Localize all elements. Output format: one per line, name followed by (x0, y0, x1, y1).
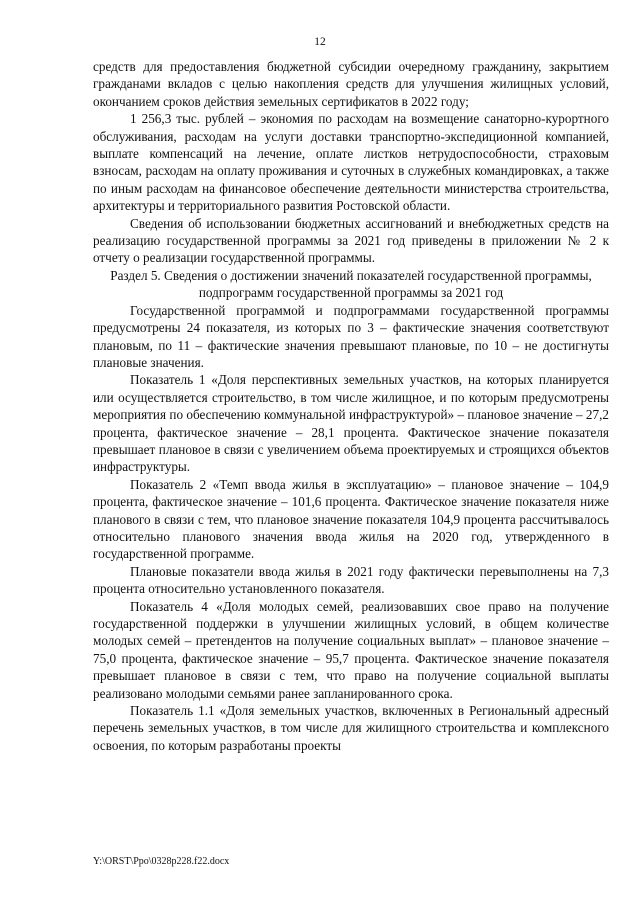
paragraph-continuation: средств для предоставления бюджетной субсидии очередному гражданину, закрытием гражданами вкладов с целью накопления средств для улучшения жилищных условий, окончанием сроков действия земельных сертификатов в 2022 году; (93, 59, 609, 109)
section-heading: Раздел 5. Сведения о достижении значений показателей государственной программы, подпрограмм государственной программы за 2021 год (110, 267, 592, 301)
paragraph-housing-plan: Плановые показатели ввода жилья в 2021 году фактически перевыполнены на 7,3 процента относительно установленного показателя. (93, 563, 609, 597)
paragraph-indicator-1: Показатель 1 «Доля перспективных земельных участков, на которых планируется или осуществляется строительство, в том числе жилищное, и по которым предусмотрены мероприятия по обеспечению коммунальной инфраструктурой» – плановое значение – 27,2 процента, фактическое значение – 28,1 процента. Фактическое значение показателя превышает плановое в связи с увеличением объема проектируемых и строящихся объектов инфраструктуры. (93, 372, 609, 475)
page-number: 12 (314, 36, 326, 48)
document-body (93, 58, 609, 754)
paragraph-indicator-4: Показатель 4 «Доля молодых семей, реализовавших свое право на получение государственной поддержки в улучшении жилищных условий, в общем количестве молодых семей – претендентов на получение социальных выплат» – плановое значение – 75,0 процента, фактическое значение – 95,7 процента. Фактическое значение показателя превышает плановое в связи с тем, что право на получение социальной выплаты реализовано молодыми семьями ранее запланированного срока. (93, 598, 609, 701)
paragraph-budget-info: Сведения об использовании бюджетных ассигнований и внебюджетных средств на реализацию государственной программы за 2021 год приведены в приложении № 2 к отчету о реализации государственной программы. (93, 215, 609, 266)
footer-file-path: Y:\ORST\Ppo\0328p228.f22.docx (93, 856, 230, 867)
paragraph-economy: 1 256,3 тыс. рублей – экономия по расходам на возмещение санаторно-курортного обслуживания, расходам на услуги доставки транспортно-экспедиционной компанией, выплате компенсаций на лечение, оплате листков нетрудоспособности, страховым взносам, расходам на оплату проживания и суточных в служебных командировках, а также по иным расходам на финансовое обеспечение деятельности министерства строительства, архитектуры и территориального развития Ростовской области. (93, 111, 609, 214)
paragraph-indicators-summary: Государственной программой и подпрограммами государственной программы предусмотрены 24 показателя, из которых по 3 – фактические значения соответствуют плановым, по 11 – фактические значения превышают плановые, по 10 – не достигнуты плановые значения. (93, 302, 609, 370)
paragraph-indicator-1-1: Показатель 1.1 «Доля земельных участков, включенных в Региональный адресный перечень земельных участков, в том числе для жилищного строительства и комплексного освоения, по которым разработаны проекты (93, 703, 609, 753)
paragraph-indicator-2: Показатель 2 «Темп ввода жилья в эксплуатацию» – плановое значение – 104,9 процента, фактическое значение – 101,6 процента. Фактическое значение показателя ниже планового в связи с тем, что плановое значение показателя 104,9 процента рассчитывалось относительно планового значения ввода жилья на 2020 год, утвержденного в государственной программе. (93, 476, 609, 562)
